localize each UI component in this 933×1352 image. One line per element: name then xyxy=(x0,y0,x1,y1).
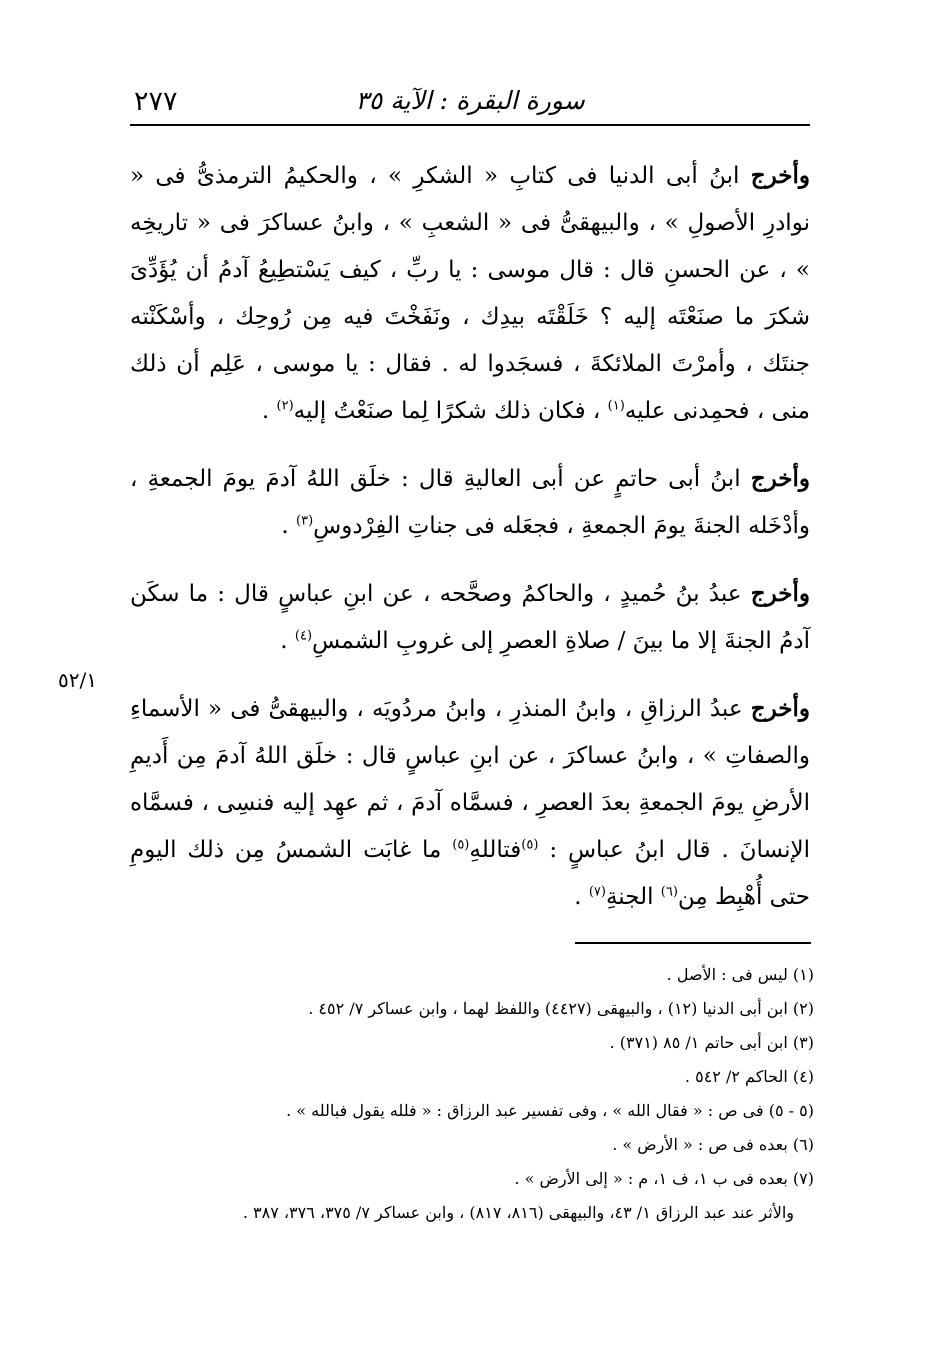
paragraph-text: الجنةِ xyxy=(605,884,661,910)
paragraph-end: . xyxy=(574,884,589,910)
footnote-marker: (٧) xyxy=(588,884,606,900)
footnote-item: (٢) ابن أبى الدنيا (١٢) ، والبيهقى (٤٤٢٧) واللفظ لهما ، وابن عساكر ٧/ ٤٥٢ . xyxy=(308,999,814,1018)
paragraph-text: فتاللهِ xyxy=(469,837,522,863)
running-title: سورة البقرة : الآية ٣٥ xyxy=(355,86,585,115)
paragraph-text: ابنُ أبى حاتمٍ عن أبى العاليةِ قال : خلَق اللهُ آدمَ يومَ الجمعةِ ، وأدْخَله الجنةَ يومَ الجمعةِ ، فجعَله فى جناتِ الفِرْدوسِ xyxy=(130,466,810,539)
footnote-divider xyxy=(575,942,811,944)
main-text xyxy=(130,152,810,941)
footnote-marker: (٢) xyxy=(276,398,294,414)
footnote-item: (٥ - ٥) فى ص : « فقال الله » ، وفى تفسير عبد الرزاق : « فلله يقول فبالله » . xyxy=(286,1101,814,1120)
paragraph-end: . xyxy=(280,628,295,654)
margin-reference: ٥٢/١ xyxy=(58,668,97,692)
paragraph-end: . xyxy=(261,398,277,424)
footnote-item: (٤) الحاكم ٢/ ٥٤٢ . xyxy=(684,1067,814,1086)
paragraph-1 xyxy=(130,152,810,435)
lead-word: وأخرج xyxy=(750,162,811,189)
paragraph-text: ما غابَت الشمسُ مِن ذلك اليومِ حتى أُهْبِط مِن xyxy=(130,837,810,910)
footnote-marker: (٥) xyxy=(452,837,470,853)
footnote-item: والأثر عند عبد الرزاق ١/ ٤٣، والبيهقى (٨١٦، ٨١٧) ، وابن عساكر ٧/ ٣٧٥، ٣٧٦، ٣٨٧ . xyxy=(242,1203,794,1222)
footnote-marker: (٤) xyxy=(294,628,313,644)
footnote-item: (٣) ابن أبى حاتم ١/ ٨٥ (٣٧١) . xyxy=(609,1033,814,1052)
footnote-marker: (٥) xyxy=(521,837,539,853)
paragraph-end: . xyxy=(281,513,297,539)
paragraph-text: ابنُ أبى الدنيا فى كتابِ « الشكرِ » ، والحكيمُ الترمذىُّ فى « نوادرِ الأصولِ » ، والبيهقىُّ فى « الشعبِ » ، وابنُ عساكرَ فى « تاريخِه » ، عن الحسنِ قال : قال موسى : يا ربِّ ، كيف يَسْتطِيعُ آدمُ أن يُؤَدِّىَ شكرَ ما صنَعْتَه إليه ؟ خَلَقْتَه بيدِك ، ونَفَخْتَ فيه مِن رُوحِك ، وأسْكَنْته جنتَك ، وأمرْتَ الملائكةَ ، فسجَدوا له . فقال : يا موسى ، عَلِم أن ذلك منى ، فحمِدنى عليه xyxy=(130,163,810,424)
footnote-item: (٦) بعده فى ص : « الأرض » . xyxy=(612,1135,814,1154)
lead-word: وأخرج xyxy=(750,465,810,492)
footnote-marker: (٦) xyxy=(660,884,678,900)
paragraph-4 xyxy=(130,685,810,921)
paragraph-text: ، فكان ذلك شكرًا لِما صنَعْتُ إليه xyxy=(293,398,608,424)
footnote-marker: (١) xyxy=(607,398,625,414)
lead-word: وأخرج xyxy=(750,580,810,607)
footnote-item: (٧) بعده فى ب ١، ف ١، م : « إلى الأرض » . xyxy=(514,1169,814,1188)
paragraph-3 xyxy=(130,570,810,665)
footnotes xyxy=(130,958,814,1230)
page-header xyxy=(130,86,810,122)
page-number: ٢٧٧ xyxy=(134,86,178,117)
footnote-marker: (٣) xyxy=(296,513,314,529)
paragraph-2 xyxy=(130,455,810,550)
paragraph-text: عبدُ بنُ حُميدٍ ، والحاكمُ وصحَّحه ، عن ابنِ عباسٍ قال : ما سكَن آدمُ الجنةَ إلا ما بينَ / صلاةِ العصرِ إلى غروبِ الشمسِ xyxy=(130,581,810,654)
lead-word: وأخرج xyxy=(750,695,811,722)
footnote-item: (١) ليس فى : الأصل . xyxy=(666,965,814,984)
paragraph-text: عبدُ الرزاقِ ، وابنُ المنذرِ ، وابنُ مردُويَه ، والبيهقىُّ فى « الأسماءِ والصفاتِ » ، وابنُ عساكرَ ، عن ابنِ عباسٍ قال : خلَق اللهُ آدمَ مِن أَديمِ الأرضِ يومَ الجمعةِ بعدَ العصرِ ، فسمَّاه آدمَ ، ثم عهِد إليه فنسِى ، فسمَّاه الإنسانَ . قال ابنُ عباسٍ : xyxy=(130,696,810,863)
header-divider xyxy=(130,124,810,126)
